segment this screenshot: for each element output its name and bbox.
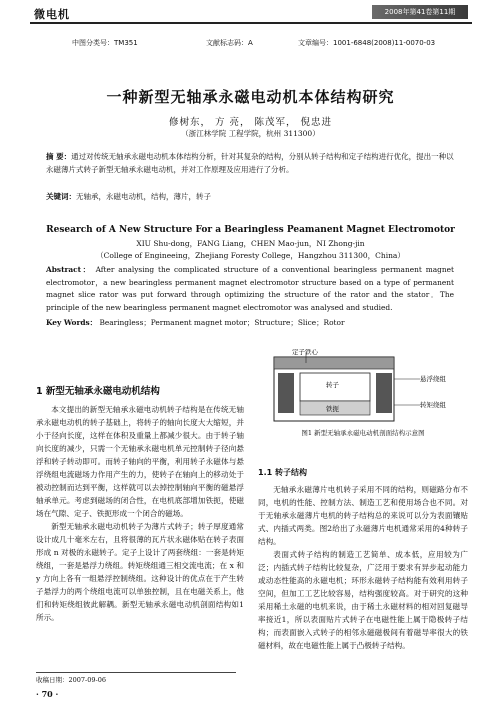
left-column [36,403,244,624]
clc-number: 中图分类号：TM351 [72,39,138,47]
figure-1-diagram [270,349,462,425]
english-title: Research of A New Structure For a Bearingless Peamanent Magnet Electromotor [46,225,455,235]
paragraph: 本文提出的新型无轴承永磁电动机转子结构是在传统无轴承永磁电动机的转子基础上，将转子的轴向长度大大缩短，并小于径向长度，这样在体积及重量上都减少很大。由于转子轴向长度的减少，只需一个无轴承永磁电机单元控制转子径向悬浮和转子转动即可。而转子轴向的平衡，利用转子永磁体与悬浮绕组电流磁场力作用产生的力，使转子在轴向上的移动处于被动控制而达到平衡，这样就可以去掉控制轴向平衡的磁悬浮轴承单元。考虑到磁场的闭合性，在电机底部增加铁扼，使磁场在气隙、定子、铁扼形成一个闭合的磁场。 [36,405,244,518]
keywords-cn-label: 关键词： [46,192,76,201]
english-abstract-text: After analysing the complicated structure of a conventional bearingless permanent magnet electromotor，a new bearingless permanent magnet electromotor structure based on a type of permanent magnet slice rator was put forward through optimizing the structure of the rator and the stator．The principle of the new bearingless permanent magnet electromotor was analysed and studied. [46,265,454,312]
keywords-cn-text: 无轴承，永磁电动机，结构，薄片，转子 [76,192,211,201]
running-header [0,0,501,30]
subsection-heading: 1.1 转子结构 [258,468,307,477]
paragraph: 表面式转子结构的制造工艺简单、成本低，应用较为广泛；内插式转子结构比较复杂，广泛用于要求有异步起动能力或动态性能高的永磁电机；环形永磁转子结构能有效利用转子空间，但加工工艺比较容易，结构强度较高。对于研究的这种采用稀土永磁的电机来说，由于稀土永磁材料的相对回复磁导率接近1，所以表面贴片式转子在电磁性能上属于隐极转子结构；而表面嵌入式转子的相邻永磁磁极间有着磁导率很大的铁磁材料，故在电磁性能上属于凸极转子结构。 [258,550,468,650]
abstract-cn [46,150,454,176]
english-abstract-label: Abstract： [46,265,92,274]
label-suspension-winding: 悬浮绕组 [420,375,446,383]
winding-left [278,373,294,413]
page-number: · 70 · [36,689,59,699]
english-authors: XIU Shu-dong，FANG Liang，CHEN Mao-jun，NI Zhong-jin [136,239,365,248]
issue-band: 2008年第41卷第11期 [372,5,468,19]
winding-right [376,373,392,413]
english-keywords-text: Bearingless；Permanent magnet motor；Structure；Slice；Rotor [99,318,345,327]
stator-core [274,357,394,369]
section-heading: 1 新型无轴承永磁电动机结构 [36,386,160,397]
abstract-cn-label: 摘 要： [46,152,72,161]
label-stator-core: 定子铁心 [292,349,318,356]
english-affiliation: （College of Engineeing，Zhejiang Foresty College，Hangzhou 311300，China） [96,251,405,260]
right-column [258,483,468,652]
paper-title: 一种新型无轴承永磁电动机本体结构研究 [106,88,395,106]
paragraph: 无轴承永磁薄片电机转子采用不同的结构，则磁路分布不同，电机的性能、控制方法、制造工艺和使用场合也不同。对于无轴承永磁薄片电机的转子结构总的来说可以分为表面镶贴式、内插式两类。图2给出了永磁薄片电机通常采用的4种转子结构。 [258,485,468,546]
english-abstract [46,264,454,314]
english-keywords [46,317,454,328]
paragraph: 新型无轴承永磁电动机转子为薄片式转子；转子厚度通常设计成几十毫米左右，且将很薄的瓦片状永磁体贴在转子表面形成 n 对极的永磁转子。定子上设计了两套绕组：一套是转矩绕组，一套是悬浮力绕组。转矩绕组通三相交流电流；在 x 和 y 方向上各有一组悬浮控制绕组。这种设计的优点在于产生转子悬浮力的两个绕组电流可以单独控制，且在电磁关系上，他们和转矩绕组彼此解耦。新型无轴承永磁电动机剖面结构如1所示。 [36,522,244,622]
figure-1-caption: 图1 新型无轴承永磁电动机剖面结构示意图 [301,429,425,437]
label-torque-winding: 转矩绕组 [420,401,446,409]
article-number: 文章编号：1001-6848(2008)11-0070-03 [298,39,436,47]
label-iron-yoke: 铁扼 [326,405,339,413]
english-keywords-label: Key Words： [46,318,98,327]
label-rotor: 转子 [326,381,339,389]
author-list: 修树东， 方 亮， 陈茂军， 倪忠进 [168,117,333,128]
affiliation: （浙江林学院 工程学院，杭州 311300） [181,129,320,138]
header-rule [30,22,472,24]
received-date-footnote: 收稿日期：2007-09-06 [36,672,236,684]
keywords-cn [46,190,454,203]
document-code: 文献标志码：A [206,39,253,47]
journal-name: 微电机 [34,8,70,21]
abstract-cn-text: 通过对传统无轴承永磁电动机本体结构分析，针对其复杂的结构，分别从转子结构和定子结构进行优化，提出一种以永磁薄片式转子新型无轴承永磁电动机，并对工作原理及应用进行了分析。 [46,152,454,174]
